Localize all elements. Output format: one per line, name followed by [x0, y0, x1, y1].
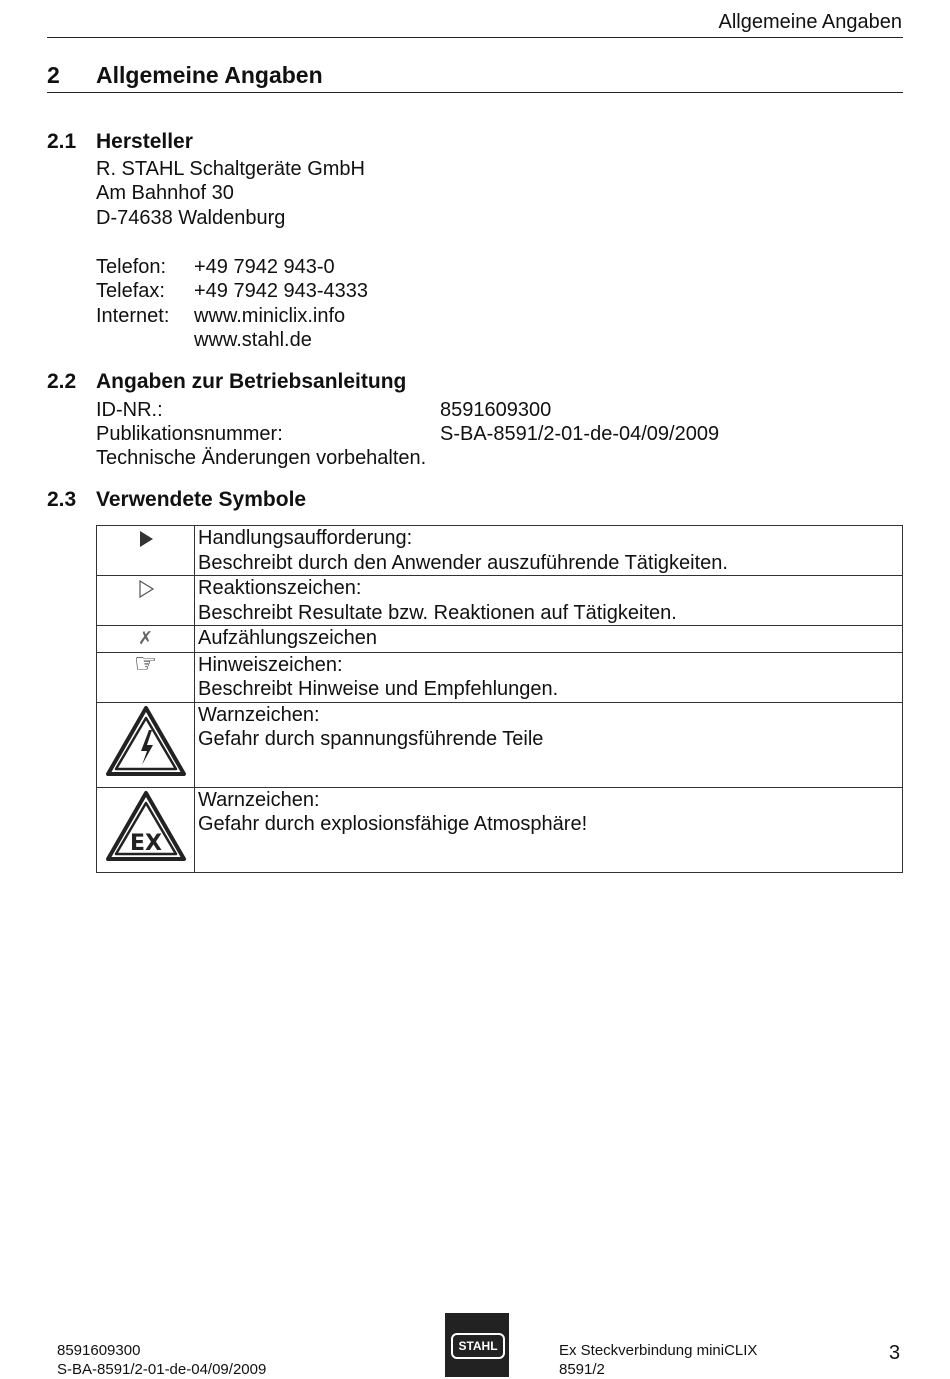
symbol-row: [97, 702, 903, 787]
symbol-title: Warnzeichen:: [198, 703, 320, 726]
address-line: D-74638 Waldenburg: [96, 207, 286, 229]
chapter-title: Allgemeine Angaben: [96, 62, 323, 88]
footer-product: Ex Steckverbindung miniCLIX: [559, 1342, 758, 1359]
address-line: R. STAHL Schaltgeräte GmbH: [96, 158, 365, 180]
ex-atmosphere-warning-icon: [105, 790, 187, 862]
symbol-description: Beschreibt Resultate bzw. Reaktionen auf Tätigkeiten.: [198, 601, 677, 624]
symbol-row: [97, 526, 903, 576]
section-number-2-2: 2.2: [47, 370, 77, 393]
symbol-description: Beschreibt durch den Anwender auszuführende Tätigkeiten.: [198, 551, 728, 574]
section-title-symbole: Verwendete Symbole: [96, 488, 307, 511]
high-voltage-warning-icon: [105, 705, 187, 777]
symbol-title: Reaktionszeichen:: [198, 577, 362, 599]
website-link[interactable]: www.stahl.de: [194, 329, 312, 351]
symbol-description: Beschreibt Hinweise und Empfehlungen.: [198, 678, 559, 700]
contact-label: Telefax:: [96, 280, 165, 302]
running-header: Allgemeine Angaben: [718, 11, 902, 33]
section-title-hersteller: Hersteller: [96, 130, 193, 153]
cross-mark-icon: ✗: [137, 628, 154, 649]
stahl-logo: [445, 1313, 509, 1377]
symbol-row: [97, 576, 903, 626]
header-rule: [47, 37, 903, 38]
section-number-2-3: 2.3: [47, 488, 77, 511]
symbol-title: Warnzeichen:: [198, 788, 320, 811]
footer-model: 8591/2: [559, 1361, 605, 1378]
contact-label: Internet:: [96, 305, 170, 327]
symbol-title: Handlungsaufforderung:: [198, 527, 413, 549]
ex-label: EX: [129, 831, 162, 857]
footer-id: 8591609300: [57, 1342, 141, 1359]
symbol-row: [97, 652, 903, 702]
changes-note: Technische Änderungen vorbehalten.: [96, 447, 427, 469]
website-link[interactable]: www.miniclix.info: [194, 305, 346, 327]
symbols-table: [96, 525, 903, 873]
fax-value: +49 7942 943-4333: [194, 280, 369, 302]
symbol-description: Gefahr durch spannungsführende Teile: [198, 728, 544, 750]
id-label: ID-NR.:: [96, 399, 163, 421]
symbol-row: [97, 787, 903, 872]
publication-value: S-BA-8591/2-01-de-04/09/2009: [440, 423, 720, 445]
footer-publication: S-BA-8591/2-01-de-04/09/2009: [57, 1361, 267, 1378]
address-line: Am Bahnhof 30: [96, 182, 234, 204]
publication-label: Publikationsnummer:: [96, 423, 283, 445]
section-title-betriebsanleitung: Angaben zur Betriebsanleitung: [96, 370, 407, 393]
symbol-row: [97, 626, 903, 653]
logo-text: STAHL: [451, 1333, 505, 1359]
section-number-2-1: 2.1: [47, 130, 77, 153]
symbol-title: Aufzählungszeichen: [198, 627, 378, 649]
filled-triangle-right-icon: [136, 529, 156, 549]
id-value: 8591609300: [440, 399, 552, 421]
contact-label: Telefon:: [96, 256, 167, 278]
outline-triangle-right-icon: [136, 579, 156, 599]
pointing-hand-icon: ☞: [133, 648, 158, 679]
chapter-number: 2: [47, 62, 60, 88]
phone-value: +49 7942 943-0: [194, 256, 335, 278]
symbol-description: Gefahr durch explosionsfähige Atmosphäre!: [198, 813, 588, 835]
page-number: 3: [889, 1342, 901, 1364]
chapter-rule: [47, 92, 903, 93]
symbol-title: Hinweiszeichen:: [198, 653, 343, 676]
